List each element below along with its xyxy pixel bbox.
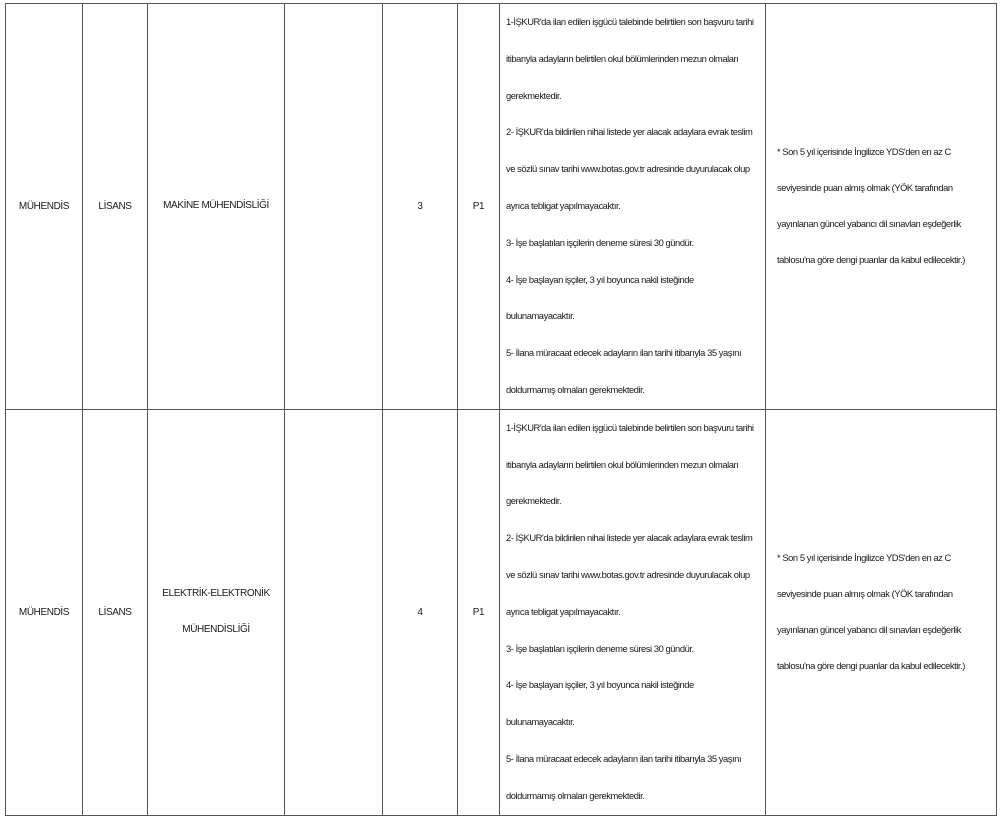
table-row: [6, 4, 997, 410]
note-line: ayrıca tebligat yapılmayacaktır.: [506, 199, 621, 211]
notes-cell: [500, 409, 766, 815]
note-line: bulunamayacaktır.: [506, 310, 575, 322]
group-cell: P1: [458, 409, 500, 815]
note-line: 1-İŞKUR'da ilan edilen işgücü talebinde belirtilen son başvuru tarihi: [506, 16, 754, 27]
note-line: 4- İşe başlayan işçiler, 3 yıl boyunca nakil isteğinde: [506, 273, 694, 285]
note-line: doldurmamış olmaları gerekmektedir.: [506, 383, 645, 395]
note-line: 3- İşe başlatılan işçilerin deneme süresi 30 gündür.: [506, 236, 694, 248]
note-line: ve sözlü sınav tarihi www.botas.gov.tr adresinde duyurulacak olup: [506, 163, 750, 175]
requirement-line: tablosu'na göre dengi puanlar da kabul edilecektir.): [777, 660, 965, 672]
group-cell: P1: [458, 4, 500, 410]
requirement-line: tablosu'na göre dengi puanlar da kabul edilecektir.): [777, 254, 965, 266]
department-line: MAKİNE MÜHENDİSLİĞİ: [163, 200, 269, 212]
note-line: 4- İşe başlayan işçiler, 3 yıl boyunca nakil isteğinde: [506, 679, 694, 691]
requirement-line: * Son 5 yıl içerisinde İngilizce YDS'den en az C: [777, 146, 951, 158]
note-line: itibarıyla adayların belirtilen okul bölümlerinden mezun olmaları: [506, 458, 739, 470]
note-line: gerekmektedir.: [506, 89, 562, 101]
education-cell: LİSANS: [83, 409, 148, 815]
note-line: 5- İlana müracaat edecek adayların ilan tarihi itibarıyla 35 yaşını: [506, 347, 742, 359]
empty-cell: [285, 4, 383, 410]
table-row: [6, 409, 997, 815]
empty-cell: [285, 409, 383, 815]
requirement-line: * Son 5 yıl içerisinde İngilizce YDS'den en az C: [777, 552, 951, 564]
note-line: gerekmektedir.: [506, 495, 562, 507]
department-line: MÜHENDİSLİĞİ: [182, 624, 250, 636]
requirement-text: [777, 540, 990, 684]
count-cell: 3: [383, 4, 458, 410]
note-line: 2- İŞKUR'da bildirilen nihai listede yer alacak adaylara evrak teslim: [506, 126, 753, 138]
department-line: ELEKTRİK-ELEKTRONİK: [162, 588, 270, 600]
note-line: doldurmamış olmaları gerekmektedir.: [506, 789, 645, 801]
notes-list: [506, 410, 759, 815]
note-line: itibarıyla adayların belirtilen okul bölümlerinden mezun olmaları: [506, 52, 739, 64]
note-line: ve sözlü sınav tarihi www.botas.gov.tr adresinde duyurulacak olup: [506, 568, 750, 580]
requirement-line: seviyesinde puan almış olmak (YÖK tarafından: [777, 182, 953, 194]
note-line: 1-İŞKUR'da ilan edilen işgücü talebinde belirtilen son başvuru tarihi: [506, 421, 754, 433]
requirement-line: yayınlanan güncel yabancı dil sınavları eşdeğerlik: [777, 624, 961, 636]
count-cell: 4: [383, 409, 458, 815]
position-cell: MÜHENDİS: [6, 409, 83, 815]
job-positions-table: [5, 3, 997, 816]
requirement-line: seviyesinde puan almış olmak (YÖK tarafından: [777, 588, 953, 600]
requirement-text: [777, 134, 990, 278]
note-line: bulunamayacaktır.: [506, 716, 575, 728]
position-cell: MÜHENDİS: [6, 4, 83, 410]
requirement-line: yayınlanan güncel yabancı dil sınavları eşdeğerlik: [777, 218, 961, 230]
requirement-cell: [766, 409, 997, 815]
note-line: 5- İlana müracaat edecek adayların ilan tarihi itibarıyla 35 yaşını: [506, 752, 742, 764]
notes-list: [506, 4, 759, 409]
department-cell: [148, 4, 285, 410]
department-cell: [148, 409, 285, 815]
education-cell: LİSANS: [83, 4, 148, 410]
note-line: 2- İŞKUR'da bildirilen nihai listede yer alacak adaylara evrak teslim: [506, 532, 753, 544]
note-line: ayrıca tebligat yapılmayacaktır.: [506, 605, 621, 617]
requirement-cell: [766, 4, 997, 410]
notes-cell: [500, 4, 766, 410]
note-line: 3- İşe başlatılan işçilerin deneme süresi 30 gündür.: [506, 642, 694, 654]
